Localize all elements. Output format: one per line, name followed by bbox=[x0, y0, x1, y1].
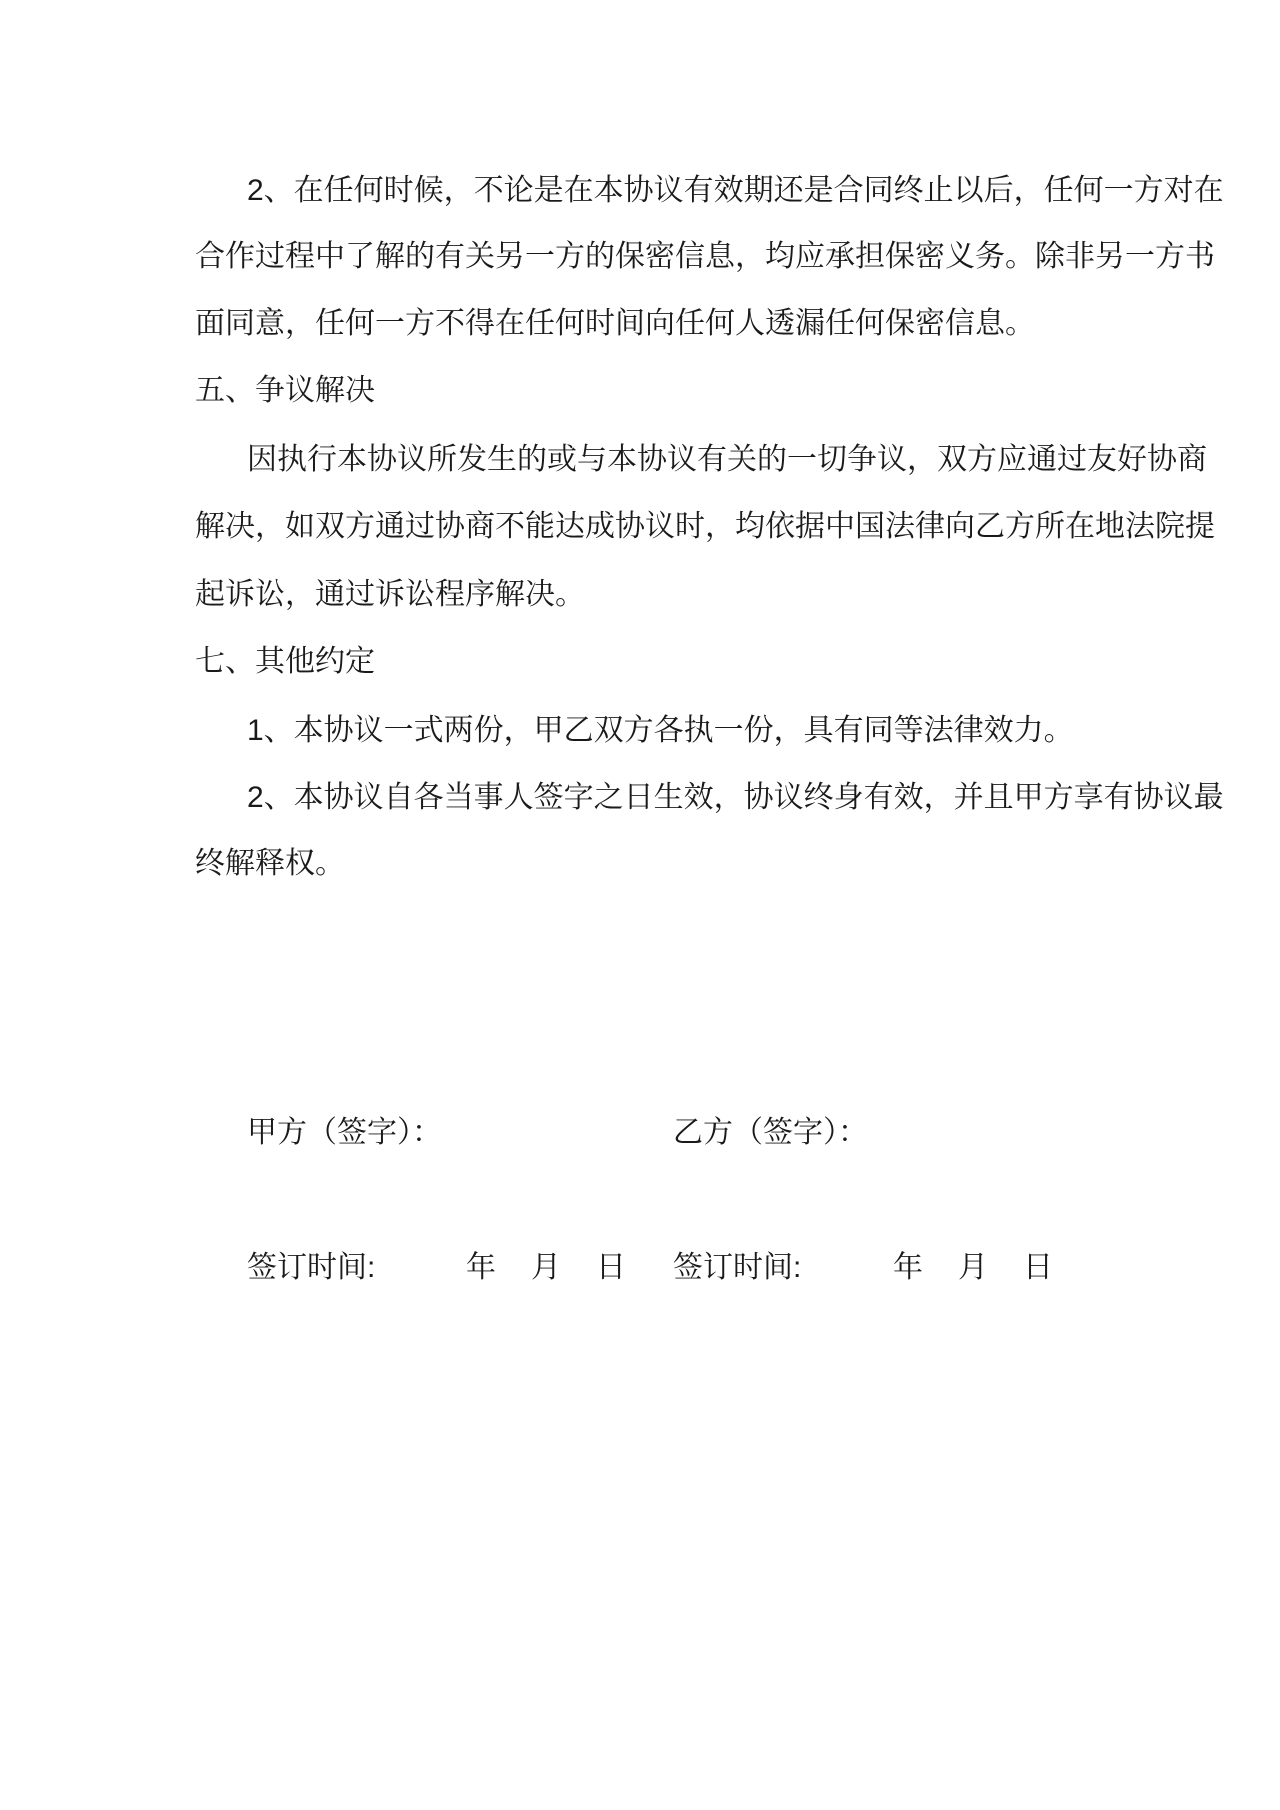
party-a-year: 年 bbox=[466, 1251, 496, 1284]
section-7-item-2-line-2: 终解释权。 bbox=[195, 847, 345, 880]
party-b-year: 年 bbox=[893, 1251, 923, 1284]
party-a-month: 月 bbox=[531, 1251, 561, 1284]
party-a-date-label: 签订时间: bbox=[247, 1251, 376, 1284]
clause-4-item-2-line-2: 合作过程中了解的有关另一方的保密信息，均应承担保密义务。除非另一方书 bbox=[195, 240, 1215, 273]
section-5-body-line-3: 起诉讼，通过诉讼程序解决。 bbox=[195, 578, 585, 611]
section-7-item-2-line-1: 2、本协议自各当事人签字之日生效，协议终身有效，并且甲方享有协议最 bbox=[247, 781, 1224, 814]
party-a-day: 日 bbox=[596, 1251, 626, 1284]
section-7-item-1: 1、本协议一式两份，甲乙双方各执一份，具有同等法律效力。 bbox=[247, 714, 1074, 747]
section-5-body-line-1: 因执行本协议所发生的或与本协议有关的一切争议，双方应通过友好协商 bbox=[247, 443, 1207, 476]
party-b-signature-label: 乙方（签字）： bbox=[673, 1116, 868, 1149]
party-a-signature-label: 甲方（签字）： bbox=[247, 1116, 442, 1149]
party-b-month: 月 bbox=[958, 1251, 988, 1284]
section-7-title: 七、其他约定 bbox=[195, 645, 375, 678]
party-b-day: 日 bbox=[1023, 1251, 1053, 1284]
section-5-title: 五、争议解决 bbox=[195, 374, 375, 407]
party-b-date-label: 签订时间: bbox=[673, 1251, 802, 1284]
clause-4-item-2-line-3: 面同意，任何一方不得在任何时间向任何人透漏任何保密信息。 bbox=[195, 307, 1035, 340]
section-5-body-line-2: 解决，如双方通过协商不能达成协议时，均依据中国法律向乙方所在地法院提 bbox=[195, 510, 1215, 543]
clause-4-item-2-line-1: 2、在任何时候，不论是在本协议有效期还是合同终止以后，任何一方对在 bbox=[247, 174, 1224, 207]
